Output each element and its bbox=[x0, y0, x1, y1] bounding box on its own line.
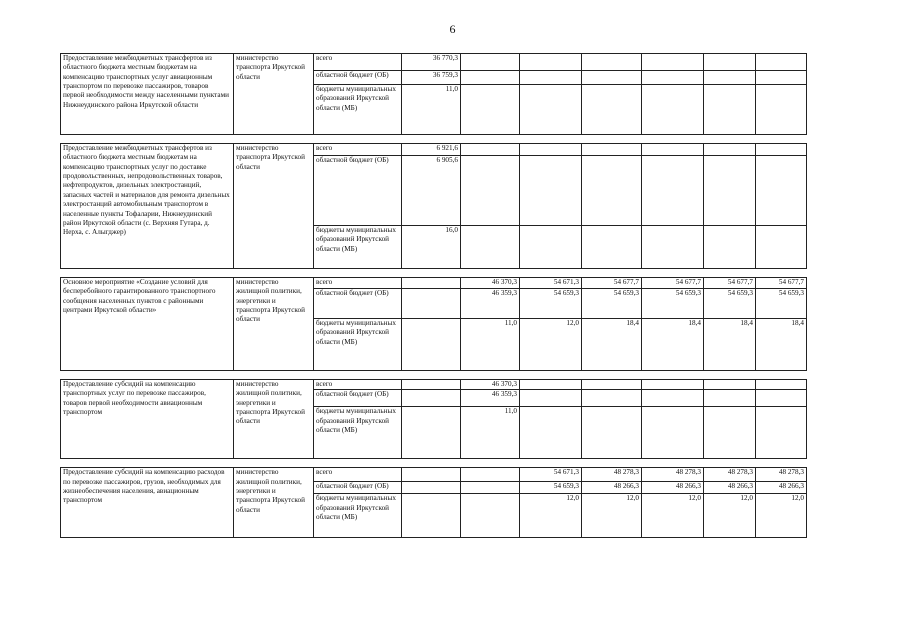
amount-cell bbox=[520, 85, 582, 135]
amount-cell: 12,0 bbox=[520, 319, 582, 371]
amount-cell bbox=[704, 71, 756, 85]
amount-cell bbox=[642, 54, 704, 71]
budget-table bbox=[60, 53, 807, 538]
amount-cell bbox=[704, 390, 756, 407]
amount-cell bbox=[582, 380, 642, 390]
executor-cell: министерство жилищной политики, энергетики и транспорта Иркутской области bbox=[234, 278, 314, 371]
amount-cell bbox=[642, 380, 704, 390]
amount-cell: 48 266,3 bbox=[704, 482, 756, 494]
amount-cell: 54 659,3 bbox=[582, 289, 642, 319]
amount-cell bbox=[642, 71, 704, 85]
amount-cell bbox=[402, 407, 461, 459]
amount-cell bbox=[461, 144, 520, 156]
amount-cell bbox=[402, 468, 461, 482]
table-row bbox=[61, 468, 807, 482]
amount-cell bbox=[520, 380, 582, 390]
amount-cell bbox=[402, 494, 461, 538]
amount-cell bbox=[461, 156, 520, 226]
executor-cell: министерство жилищной политики, энергетики и транспорта Иркутской области bbox=[234, 468, 314, 538]
amount-cell bbox=[582, 156, 642, 226]
amount-cell bbox=[756, 407, 807, 459]
spacer-cell bbox=[61, 269, 807, 278]
block-spacer bbox=[61, 269, 807, 278]
spacer-cell bbox=[61, 459, 807, 468]
amount-cell bbox=[756, 390, 807, 407]
amount-cell: 36 759,3 bbox=[402, 71, 461, 85]
amount-cell: 48 266,3 bbox=[642, 482, 704, 494]
funding-source: областной бюджет (ОБ) bbox=[314, 156, 402, 226]
amount-cell bbox=[642, 144, 704, 156]
amount-cell bbox=[520, 156, 582, 226]
funding-source: областной бюджет (ОБ) bbox=[314, 390, 402, 407]
funding-source: бюджеты муниципальных образований Иркутской области (МБ) bbox=[314, 494, 402, 538]
amount-cell bbox=[704, 54, 756, 71]
amount-cell bbox=[461, 226, 520, 269]
amount-cell bbox=[582, 390, 642, 407]
table-row bbox=[61, 380, 807, 390]
amount-cell bbox=[520, 390, 582, 407]
amount-cell: 54 659,3 bbox=[520, 482, 582, 494]
amount-cell: 46 359,3 bbox=[461, 289, 520, 319]
amount-cell bbox=[461, 482, 520, 494]
amount-cell: 6 905,6 bbox=[402, 156, 461, 226]
amount-cell bbox=[642, 407, 704, 459]
funding-source: всего bbox=[314, 54, 402, 71]
amount-cell bbox=[520, 226, 582, 269]
amount-cell: 48 278,3 bbox=[642, 468, 704, 482]
amount-cell bbox=[461, 468, 520, 482]
amount-cell bbox=[756, 85, 807, 135]
amount-cell: 46 370,3 bbox=[461, 278, 520, 289]
amount-cell bbox=[461, 71, 520, 85]
amount-cell bbox=[582, 144, 642, 156]
funding-source: бюджеты муниципальных образований Иркутской области (МБ) bbox=[314, 226, 402, 269]
amount-cell: 54 671,3 bbox=[520, 468, 582, 482]
amount-cell: 48 278,3 bbox=[582, 468, 642, 482]
amount-cell bbox=[520, 71, 582, 85]
amount-cell: 54 677,7 bbox=[642, 278, 704, 289]
amount-cell: 18,4 bbox=[642, 319, 704, 371]
block-spacer bbox=[61, 459, 807, 468]
amount-cell: 12,0 bbox=[520, 494, 582, 538]
amount-cell: 48 278,3 bbox=[704, 468, 756, 482]
funding-source: всего bbox=[314, 144, 402, 156]
measure-description: Основное мероприятие «Создание условий для бесперебойного гарантированного транспортного сообщения населенных пунктов с районными центрами Иркутской области» bbox=[61, 278, 234, 371]
amount-cell: 54 677,7 bbox=[582, 278, 642, 289]
amount-cell bbox=[402, 390, 461, 407]
funding-source: всего bbox=[314, 380, 402, 390]
table-row bbox=[61, 278, 807, 289]
amount-cell bbox=[704, 407, 756, 459]
amount-cell: 12,0 bbox=[704, 494, 756, 538]
amount-cell: 46 359,3 bbox=[461, 390, 520, 407]
amount-cell bbox=[756, 54, 807, 71]
table-row bbox=[61, 54, 807, 71]
amount-cell bbox=[642, 85, 704, 135]
amount-cell bbox=[582, 54, 642, 71]
amount-cell: 18,4 bbox=[756, 319, 807, 371]
measure-description: Предоставление субсидий на компенсацию расходов по перевозке пассажиров, грузов, необходимых для жизнеобеспечения населения, авиационным транспортом bbox=[61, 468, 234, 538]
block-spacer bbox=[61, 371, 807, 380]
spacer-cell bbox=[61, 371, 807, 380]
amount-cell bbox=[402, 380, 461, 390]
amount-cell: 11,0 bbox=[461, 319, 520, 371]
amount-cell: 48 266,3 bbox=[756, 482, 807, 494]
measure-description: Предоставление межбюджетных трансфертов из областного бюджета местным бюджетам на компенсацию транспортных услуг авиационным транспортом по перевозке пассажиров, товаров первой необходимости между населенными пунктами Нижнеудинского района Иркутской области bbox=[61, 54, 234, 135]
amount-cell: 11,0 bbox=[461, 407, 520, 459]
amount-cell bbox=[756, 71, 807, 85]
amount-cell bbox=[461, 54, 520, 71]
amount-cell bbox=[520, 144, 582, 156]
amount-cell: 36 770,3 bbox=[402, 54, 461, 71]
amount-cell: 54 677,7 bbox=[704, 278, 756, 289]
amount-cell: 54 659,3 bbox=[704, 289, 756, 319]
measure-description: Предоставление межбюджетных трансфертов из областного бюджета местным бюджетам на компенсацию транспортных услуг по доставке продовольственных, непродовольственных товаров, нефтепродуктов, дизельных электростанций, запасных частей и материалов для ремонта дизельных электростанций автомобильным транспортом в населенные пункты Тофаларии, Нижнеудинский район Иркутской области (с. Верхняя Гутара, д. Нерха, с. Алыгджер) bbox=[61, 144, 234, 269]
amount-cell bbox=[520, 407, 582, 459]
amount-cell: 16,0 bbox=[402, 226, 461, 269]
amount-cell: 18,4 bbox=[704, 319, 756, 371]
amount-cell: 46 370,3 bbox=[461, 380, 520, 390]
amount-cell: 54 659,3 bbox=[520, 289, 582, 319]
funding-source: бюджеты муниципальных образований Иркутской области (МБ) bbox=[314, 85, 402, 135]
amount-cell bbox=[582, 226, 642, 269]
amount-cell bbox=[704, 226, 756, 269]
amount-cell bbox=[520, 54, 582, 71]
amount-cell bbox=[642, 390, 704, 407]
table-row bbox=[61, 144, 807, 156]
block-spacer bbox=[61, 135, 807, 144]
amount-cell bbox=[704, 380, 756, 390]
funding-source: областной бюджет (ОБ) bbox=[314, 289, 402, 319]
funding-source: областной бюджет (ОБ) bbox=[314, 71, 402, 85]
amount-cell: 12,0 bbox=[756, 494, 807, 538]
amount-cell bbox=[402, 482, 461, 494]
amount-cell: 12,0 bbox=[642, 494, 704, 538]
amount-cell bbox=[704, 144, 756, 156]
executor-cell: министерство транспорта Иркутской области bbox=[234, 144, 314, 269]
funding-source: всего bbox=[314, 468, 402, 482]
page-number: 6 bbox=[449, 22, 456, 36]
amount-cell bbox=[642, 156, 704, 226]
funding-source: областной бюджет (ОБ) bbox=[314, 482, 402, 494]
amount-cell bbox=[756, 144, 807, 156]
amount-cell bbox=[461, 85, 520, 135]
executor-cell: министерство жилищной политики, энергетики и транспорта Иркутской области bbox=[234, 380, 314, 459]
amount-cell bbox=[756, 156, 807, 226]
amount-cell bbox=[402, 278, 461, 289]
amount-cell: 48 278,3 bbox=[756, 468, 807, 482]
funding-source: бюджеты муниципальных образований Иркутской области (МБ) bbox=[314, 407, 402, 459]
amount-cell: 54 671,3 bbox=[520, 278, 582, 289]
amount-cell bbox=[756, 226, 807, 269]
amount-cell: 12,0 bbox=[582, 494, 642, 538]
amount-cell bbox=[582, 85, 642, 135]
amount-cell: 48 266,3 bbox=[582, 482, 642, 494]
amount-cell bbox=[402, 319, 461, 371]
funding-source: всего bbox=[314, 278, 402, 289]
amount-cell: 18,4 bbox=[582, 319, 642, 371]
amount-cell bbox=[582, 71, 642, 85]
amount-cell: 54 659,3 bbox=[756, 289, 807, 319]
spacer-cell bbox=[61, 135, 807, 144]
amount-cell: 11,0 bbox=[402, 85, 461, 135]
amount-cell bbox=[402, 289, 461, 319]
executor-cell: министерство транспорта Иркутской области bbox=[234, 54, 314, 135]
amount-cell: 54 677,7 bbox=[756, 278, 807, 289]
amount-cell bbox=[704, 156, 756, 226]
funding-source: бюджеты муниципальных образований Иркутской области (МБ) bbox=[314, 319, 402, 371]
measure-description: Предоставление субсидий на компенсацию транспортных услуг по перевозке пассажиров, товаров первой необходимости авиационным транспортом bbox=[61, 380, 234, 459]
amount-cell bbox=[582, 407, 642, 459]
amount-cell: 54 659,3 bbox=[642, 289, 704, 319]
amount-cell: 6 921,6 bbox=[402, 144, 461, 156]
amount-cell bbox=[642, 226, 704, 269]
amount-cell bbox=[704, 85, 756, 135]
amount-cell bbox=[756, 380, 807, 390]
amount-cell bbox=[461, 494, 520, 538]
